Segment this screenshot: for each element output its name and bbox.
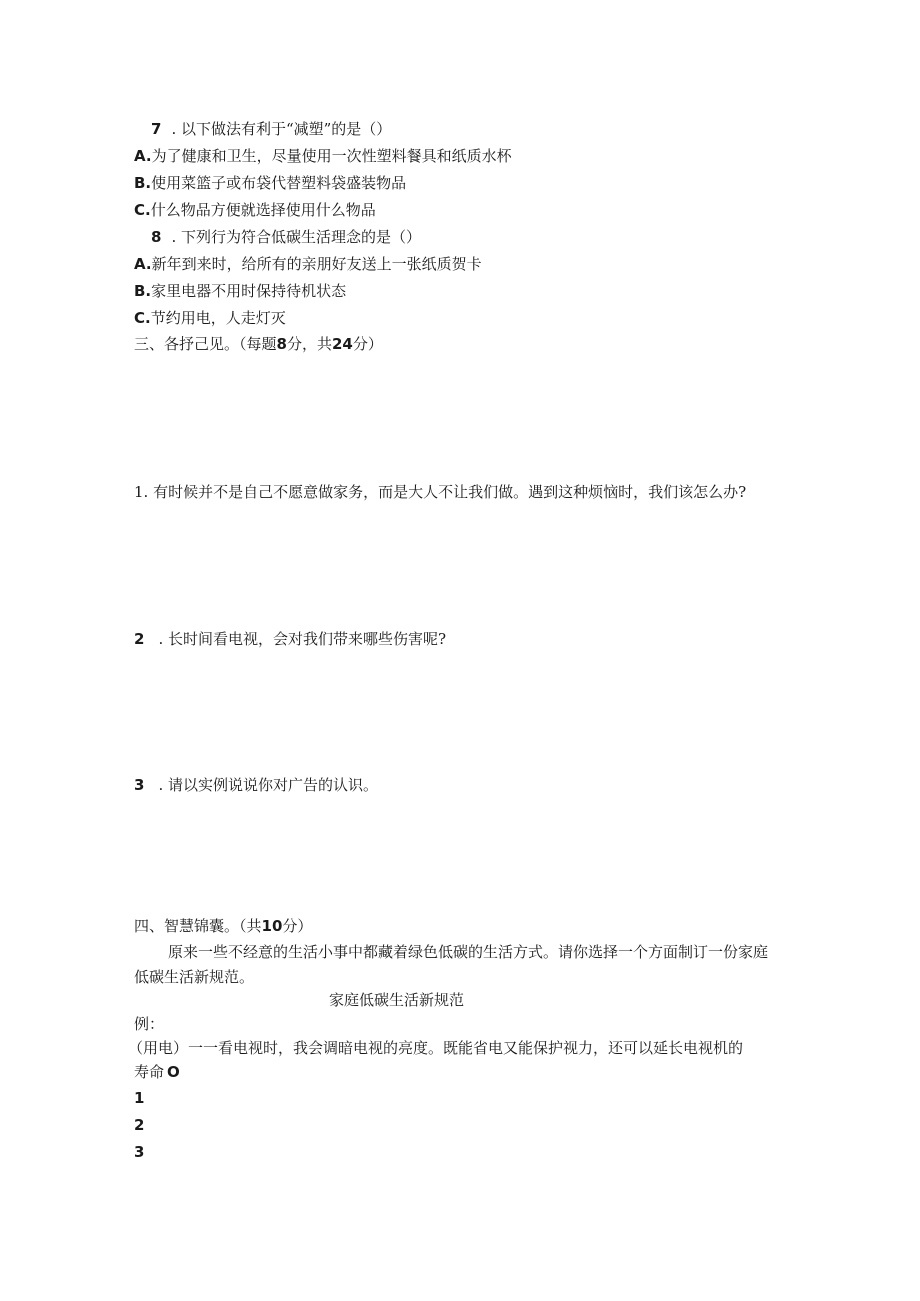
essay-question-2 <box>134 629 446 649</box>
question-text: . 以下做法有利于“减塑”的是（） <box>171 120 392 138</box>
section-four-intro-line-1: 原来一些不经意的生活小事中都藏着绿色低碳的生活方式。请你选择一个方面制订一份家庭 <box>168 943 769 961</box>
essay-question-1: 1. 有时候并不是自己不愿意做家务，而是大人不让我们做。遇到这种烦恼时，我们该怎么办? <box>134 483 747 501</box>
option-letter: B. <box>134 174 152 192</box>
question-7-option-c <box>134 200 376 220</box>
option-text: 新年到来时，给所有的亲朋好友送上一张纸质贺卡 <box>151 255 482 273</box>
example-label: 例： <box>134 1015 165 1033</box>
heading-text: 三、各抒己见。（每题 <box>134 335 277 353</box>
question-8-option-a <box>134 254 482 274</box>
question-8-option-c <box>134 308 286 328</box>
section-four-intro-line-2: 低碳生活新规范。 <box>134 968 255 986</box>
option-text: 为了健康和卫生，尽量使用一次性塑料餐具和纸质水杯 <box>151 147 512 165</box>
option-text: 什么物品方便就选择使用什么物品 <box>150 201 376 219</box>
example-line-2 <box>134 1062 180 1082</box>
question-text: . 长时间看电视，会对我们带来哪些伤害呢? <box>158 630 447 648</box>
option-letter: C. <box>134 201 151 219</box>
option-text: 节约用电，人走灯灭 <box>150 309 286 327</box>
question-8-option-b <box>134 281 346 301</box>
heading-text: 分） <box>352 335 383 353</box>
heading-total: 24 <box>331 335 353 353</box>
essay-question-3 <box>134 775 378 795</box>
question-text: . 下列行为符合低碳生活理念的是（） <box>171 228 421 246</box>
heading-text: 四、智慧锦囊。（共 <box>134 917 262 935</box>
heading-text: 分） <box>282 917 313 935</box>
question-7-stem <box>151 119 391 139</box>
question-number: 8 <box>151 228 162 246</box>
option-text: 家里电器不用时保持待机状态 <box>151 282 347 300</box>
heading-points: 10 <box>261 917 283 935</box>
example-end-mark: O <box>167 1063 180 1081</box>
example-text: 寿命 <box>134 1063 165 1081</box>
option-letter: C. <box>134 309 151 327</box>
blank-line-3: 3 <box>134 1143 145 1161</box>
heading-points: 8 <box>276 335 287 353</box>
section-four-heading <box>134 916 312 936</box>
question-7-option-a <box>134 146 512 166</box>
section-three-heading <box>134 334 383 354</box>
blank-line-1: 1 <box>134 1089 145 1107</box>
question-number: 7 <box>151 120 162 138</box>
form-title: 家庭低碳生活新规范 <box>329 991 465 1009</box>
heading-text: 分，共 <box>286 335 332 353</box>
question-number: 2 <box>134 630 145 648</box>
question-7-option-b <box>134 173 406 193</box>
blank-line-2: 2 <box>134 1116 145 1134</box>
option-letter: A. <box>134 255 152 273</box>
option-letter: B. <box>134 282 152 300</box>
option-text: 使用菜篮子或布袋代替塑料袋盛装物品 <box>151 174 407 192</box>
example-line-1: （用电）一一看电视时，我会调暗电视的亮度。既能省电又能保护视力，还可以延长电视机的 <box>128 1039 744 1057</box>
option-letter: A. <box>134 147 152 165</box>
question-8-stem <box>151 227 421 247</box>
question-text: . 请以实例说说你对广告的认识。 <box>158 776 378 794</box>
question-number: 3 <box>134 776 145 794</box>
